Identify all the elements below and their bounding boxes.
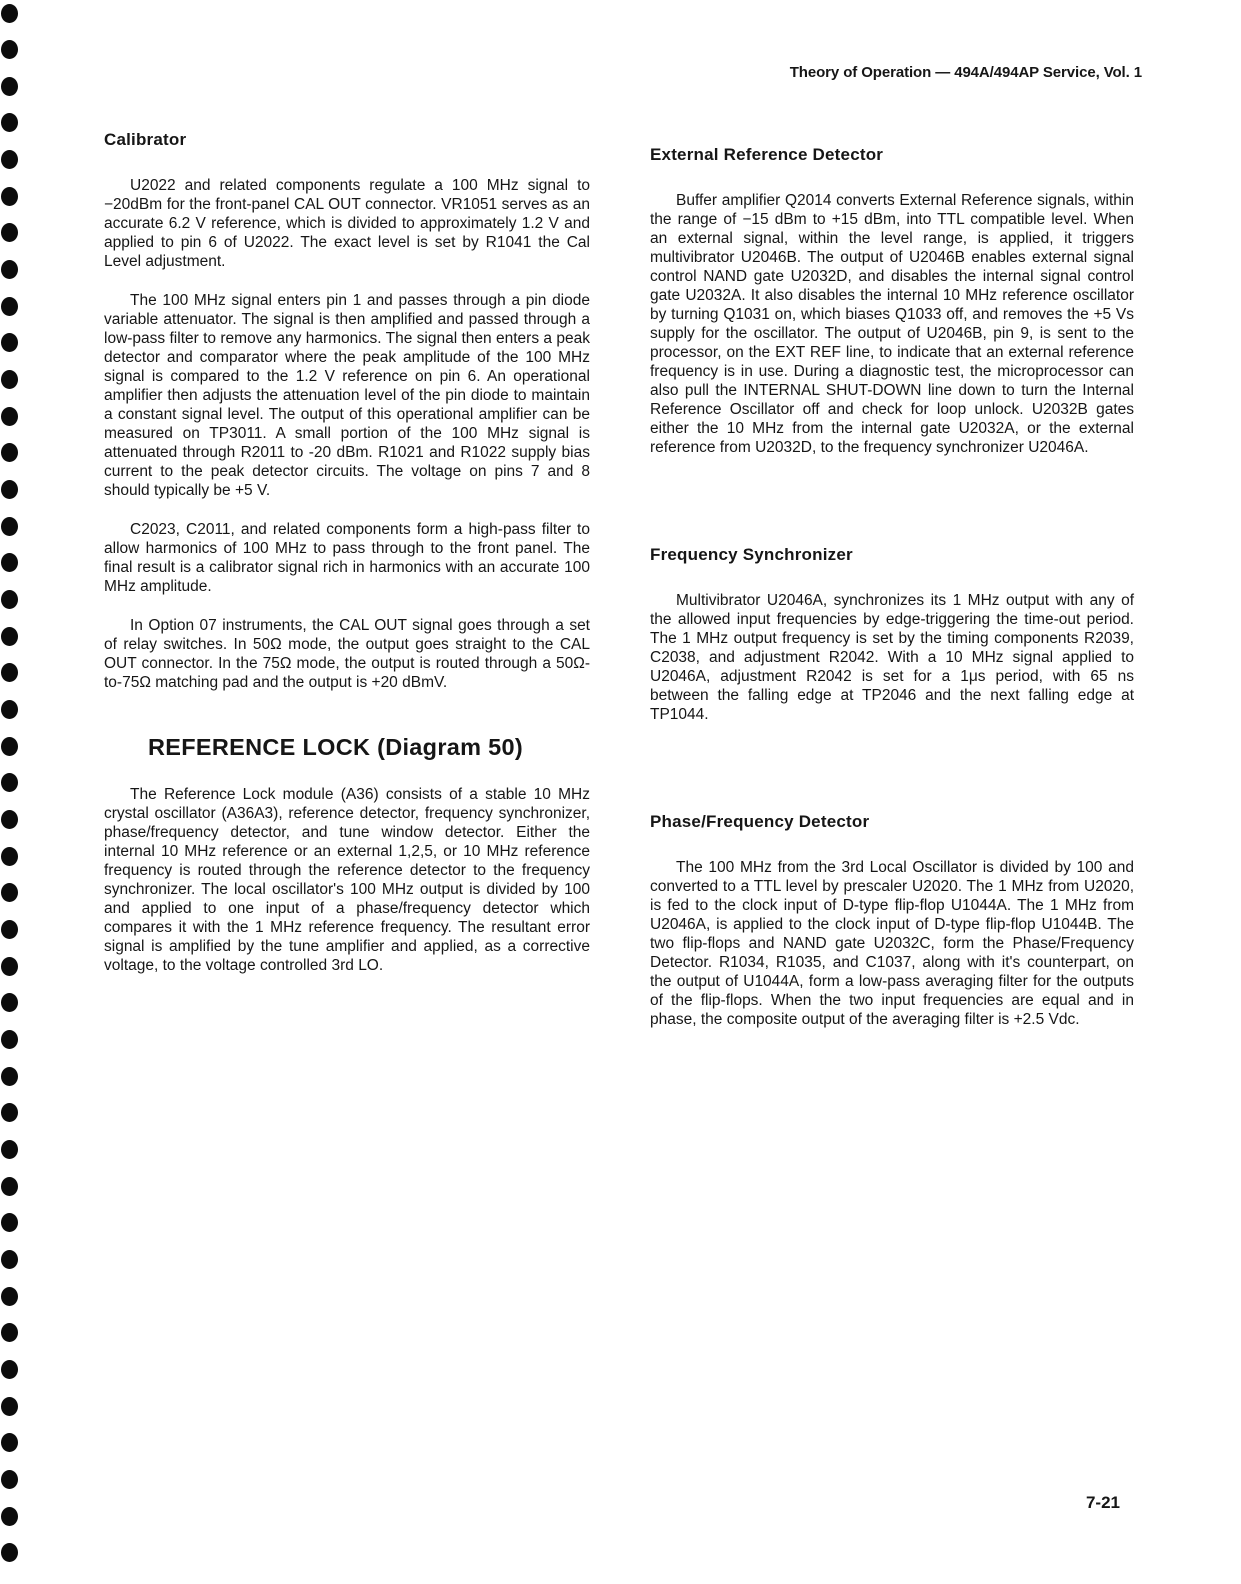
binder-hole	[1, 150, 18, 169]
binder-hole	[1, 187, 18, 206]
frequency-synchronizer-paragraph: Multivibrator U2046A, synchronizes its 1 MHz output with any of the allowed input frequencies by edge-triggering the time-out period. The 1 MHz output frequency is set by the timing components R2039, C2038, and adjustment R2042. With a 10 MHz signal applied to U2046A, adjustment R2042 is set for a 1μs period, with 65 ns between the falling edge at TP2046 and the next falling edge at TP1044.	[650, 592, 1134, 723]
calibrator-paragraph-1: U2022 and related components regulate a 100 MHz signal to −20dBm for the front-panel CAL OUT connector. VR1051 serves as an accurate 6.2 V reference, which is divided to approximately 1.2 V and applied to pin 6 of U2022. The exact level is set by R1041 the Cal Level adjustment.	[104, 177, 590, 270]
binder-hole	[1, 407, 18, 426]
binder-hole	[1, 1470, 18, 1489]
binder-hole	[1, 847, 18, 866]
binder-hole	[1, 370, 18, 389]
binder-hole	[1, 1543, 18, 1562]
frequency-synchronizer-heading: Frequency Synchronizer	[650, 545, 853, 564]
binder-holes	[0, 0, 30, 1584]
binder-hole	[1, 553, 18, 572]
running-header: Theory of Operation — 494A/494AP Service, Vol. 1	[789, 64, 1142, 81]
binder-hole	[1, 810, 18, 829]
external-reference-detector-heading: External Reference Detector	[650, 145, 884, 164]
phase-frequency-detector-heading: Phase/Frequency Detector	[650, 812, 870, 831]
binder-hole	[1, 517, 18, 536]
calibrator-paragraph-2: The 100 MHz signal enters pin 1 and passes through a pin diode variable attenuator. The signal is then amplified and passed through a low-pass filter to remove any harmonics. The signal then enters a peak detector and comparator where the peak amplitude of the 100 MHz signal is compared to the 1.2 V reference on pin 6. An operational amplifier then adjusts the attenuation level of the pin diode to maintain a constant signal level. The output of this operational amplifier can be measured on TP3011. A small portion of the 100 MHz signal is attenuated through R2011 to -20 dBm. R1021 and R1022 supply bias current to the peak detector circuits. The voltage on pins 7 and 8 should typically be +5 V.	[104, 292, 590, 499]
binder-hole	[1, 957, 18, 976]
binder-hole	[1, 1177, 18, 1196]
calibrator-paragraph-4: In Option 07 instruments, the CAL OUT signal goes through a set of relay switches. In 50Ω mode, the output goes straight to the CAL OUT connector. In the 75Ω mode, the output is routed through a 50Ω-to-75Ω matching pad and the output is +20 dBmV.	[104, 617, 590, 691]
binder-hole	[1, 1397, 18, 1416]
binder-hole	[1, 77, 18, 96]
binder-hole	[1, 1433, 18, 1452]
binder-hole	[1, 1287, 18, 1306]
binder-hole	[1, 1213, 18, 1232]
binder-hole	[1, 627, 18, 646]
reference-lock-paragraph: The Reference Lock module (A36) consists of a stable 10 MHz crystal oscillator (A36A3), reference detector, frequency synchronizer, phase/frequency detector, and tune window detector. Either the internal 10 MHz reference or an external 1,2,5, or 10 MHz reference frequency is routed through the reference detector to the frequency synchronizer. The local oscillator's 100 MHz output is divided by 100 and applied to one input of a phase/frequency detector which compares it with the 1 MHz reference frequency. The resultant error signal is amplified by the tune amplifier and applied, as a corrective voltage, to the voltage controlled 3rd LO.	[104, 786, 590, 974]
binder-hole	[1, 590, 18, 609]
binder-hole	[1, 663, 18, 682]
binder-hole	[1, 993, 18, 1012]
binder-hole	[1, 773, 18, 792]
page-number: 7-21	[1085, 1493, 1120, 1512]
binder-hole	[1, 40, 18, 59]
binder-hole	[1, 1103, 18, 1122]
binder-hole	[1, 920, 18, 939]
binder-hole	[1, 1030, 18, 1049]
binder-hole	[1, 883, 18, 902]
binder-hole	[1, 700, 18, 719]
binder-hole	[1, 443, 18, 462]
calibrator-paragraph-3: C2023, C2011, and related components form a high-pass filter to allow harmonics of 100 MHz to pass through to the front panel. The final result is a calibrator signal rich in harmonics with an accurate 100 MHz amplitude.	[104, 521, 590, 595]
binder-hole	[1, 1323, 18, 1342]
left-column	[104, 130, 590, 995]
right-column	[650, 145, 1134, 1029]
binder-hole	[1, 223, 18, 242]
binder-hole	[1, 737, 18, 756]
binder-hole	[1, 333, 18, 352]
binder-hole	[1, 1140, 18, 1159]
binder-hole	[1, 1507, 18, 1526]
binder-hole	[1, 1067, 18, 1086]
reference-lock-heading: REFERENCE LOCK (Diagram 50)	[148, 734, 524, 760]
binder-hole	[1, 1250, 18, 1269]
binder-hole	[1, 1360, 18, 1379]
calibrator-heading: Calibrator	[104, 130, 187, 149]
phase-frequency-detector-paragraph: The 100 MHz from the 3rd Local Oscillator is divided by 100 and converted to a TTL level by prescaler U2020. The 1 MHz from U2020, is fed to the clock input of D-type flip-flop U1044A. The 1 MHz from U2046A, is applied to the clock input of D-type flip-flop U1044B. The two flip-flops and NAND gate U2032C, form the Phase/Frequency Detector. R1034, R1035, and C1037, along with it's counterpart, on the output of U1044A, form a low-pass averaging filter for the outputs of the flip-flops. When the two input frequencies are equal and in phase, the composite output of the averaging filter is +2.5 Vdc.	[650, 859, 1134, 1028]
binder-hole	[1, 4, 18, 23]
external-reference-detector-paragraph: Buffer amplifier Q2014 converts External Reference signals, within the range of −15 dBm to +15 dBm, into TTL compatible level. When an external signal, within the level range, is applied, it triggers multivibrator U2046B. The output of U2046B enables external signal control NAND gate U2032D, and disables the internal signal control gate U2032A. It also disables the internal 10 MHz reference oscillator by turning Q1031 on, which biases Q1033 off, and removes the +5 Vs supply for the oscillator. The output of U2046B, pin 9, is sent to the processor, on the EXT REF line, to indicate that an external reference frequency is in use. During a diagnostic test, the microprocessor can also pull the INTERNAL SHUT-DOWN line down to turn the Internal Reference Oscillator off and check for loop unlock. U2032B gates either the 10 MHz from the internal gate U2032A, or the external reference from U2032D, to the frequency synchronizer U2046A.	[650, 192, 1134, 456]
binder-hole	[1, 480, 18, 499]
binder-hole	[1, 297, 18, 316]
binder-hole	[1, 113, 18, 132]
binder-hole	[1, 260, 18, 279]
